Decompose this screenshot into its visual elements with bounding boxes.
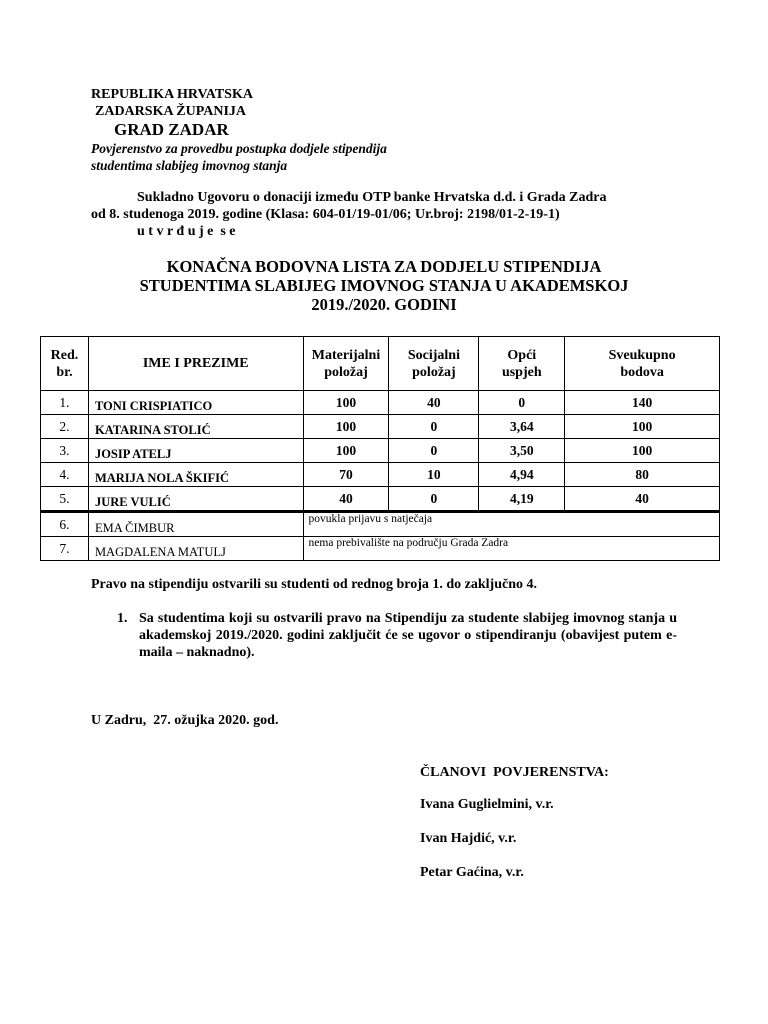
- row-number: 7.: [41, 537, 89, 561]
- conclusion-text: Pravo na stipendiju ostvarili su studenti od rednog broja 1. do zaključno 4.: [91, 577, 537, 592]
- header-county: ZADARSKA ŽUPANIJA: [95, 104, 247, 119]
- list-number: 1.: [117, 611, 128, 626]
- header-committee: Povjerenstvo za provedbu postupka dodjele stipendija: [91, 141, 387, 156]
- row-total: 100: [565, 439, 720, 463]
- row-total: 40: [565, 487, 720, 512]
- table-row: [41, 463, 720, 487]
- row-material: 70: [303, 463, 389, 487]
- row-success: 4,94: [479, 463, 565, 487]
- row-name: TONI CRISPIATICO: [88, 391, 303, 415]
- row-name: KATARINA STOLIĆ: [88, 415, 303, 439]
- header-city: GRAD ZADAR: [114, 120, 229, 139]
- row-total: 100: [565, 415, 720, 439]
- row-social: 0: [389, 415, 479, 439]
- document-title: [60, 257, 708, 314]
- col-header-social: Socijalni položaj: [389, 337, 479, 391]
- row-success: 0: [479, 391, 565, 415]
- row-social: 0: [389, 439, 479, 463]
- committee-member-1: Ivana Guglielmini, v.r.: [420, 797, 554, 812]
- row-number: 4.: [41, 463, 89, 487]
- row-material: 100: [303, 391, 389, 415]
- row-social: 10: [389, 463, 479, 487]
- row-name: MAGDALENA MATULJ: [88, 537, 303, 561]
- row-number: 3.: [41, 439, 89, 463]
- table-row: [41, 487, 720, 512]
- committee-member-2: Ivan Hajdić, v.r.: [420, 831, 517, 846]
- row-number: 6.: [41, 512, 89, 537]
- row-material: 100: [303, 439, 389, 463]
- row-number: 5.: [41, 487, 89, 512]
- row-social: 0: [389, 487, 479, 512]
- row-name: JURE VULIĆ: [88, 487, 303, 512]
- committee-heading: ČLANOVI POVJERENSTVA:: [420, 765, 609, 780]
- intro-line-3: u t v r đ u j e s e: [137, 224, 236, 239]
- title-line-2: STUDENTIMA SLABIJEG IMOVNOG STANJA U AKADEMSKOJ: [139, 276, 629, 295]
- table-row: [41, 391, 720, 415]
- table-header-row: [41, 337, 720, 391]
- score-table: [40, 336, 720, 561]
- place-date: U Zadru, 27. ožujka 2020. god.: [91, 713, 279, 728]
- row-name: EMA ČIMBUR: [88, 512, 303, 537]
- col-header-success: Opći uspjeh: [479, 337, 565, 391]
- col-header-number: Red. br.: [41, 337, 89, 391]
- row-total: 140: [565, 391, 720, 415]
- list-item-text: Sa studentima koji su ostvarili pravo na Stipendiju za studente slabijeg imovnog stanja u akademskoj 2019./2020. godini zaključit će se ugovor o stipendiranju (obavijest putem e-maila – naknadno).: [139, 611, 677, 660]
- intro-line-1: Sukladno Ugovoru o donaciji između OTP banke Hrvatska d.d. i Grada Zadra: [137, 190, 607, 205]
- header-committee-sub: studentima slabijeg imovnog stanja: [91, 158, 288, 173]
- table-row: [41, 439, 720, 463]
- intro-line-2: od 8. studenoga 2019. godine (Klasa: 604-01/19-01/06; Ur.broj: 2198/01-2-19-1): [91, 207, 560, 222]
- row-note: povukla prijavu s natječaja: [303, 512, 719, 537]
- table-row-excluded: [41, 537, 720, 561]
- row-material: 40: [303, 487, 389, 512]
- row-social: 40: [389, 391, 479, 415]
- header-republic: REPUBLIKA HRVATSKA: [91, 87, 253, 102]
- row-total: 80: [565, 463, 720, 487]
- row-note: nema prebivalište na području Grada Zadra: [303, 537, 719, 561]
- row-success: 3,50: [479, 439, 565, 463]
- row-name: JOSIP ATELJ: [88, 439, 303, 463]
- committee-member-3: Petar Gaćina, v.r.: [420, 865, 524, 880]
- numbered-list: [117, 610, 677, 661]
- col-header-total: Sveukupno bodova: [565, 337, 720, 391]
- row-material: 100: [303, 415, 389, 439]
- table-row-excluded: [41, 512, 720, 537]
- table-row: [41, 415, 720, 439]
- title-line-1: KONAČNA BODOVNA LISTA ZA DODJELU STIPENDIJA: [166, 257, 602, 276]
- row-name: MARIJA NOLA ŠKIFIĆ: [88, 463, 303, 487]
- row-number: 2.: [41, 415, 89, 439]
- intro-paragraph: [91, 189, 675, 240]
- col-header-name: IME I PREZIME: [88, 337, 303, 391]
- row-success: 3,64: [479, 415, 565, 439]
- row-success: 4,19: [479, 487, 565, 512]
- col-header-material: Materijalni položaj: [303, 337, 389, 391]
- title-line-3: 2019./2020. GODINI: [311, 295, 457, 314]
- row-number: 1.: [41, 391, 89, 415]
